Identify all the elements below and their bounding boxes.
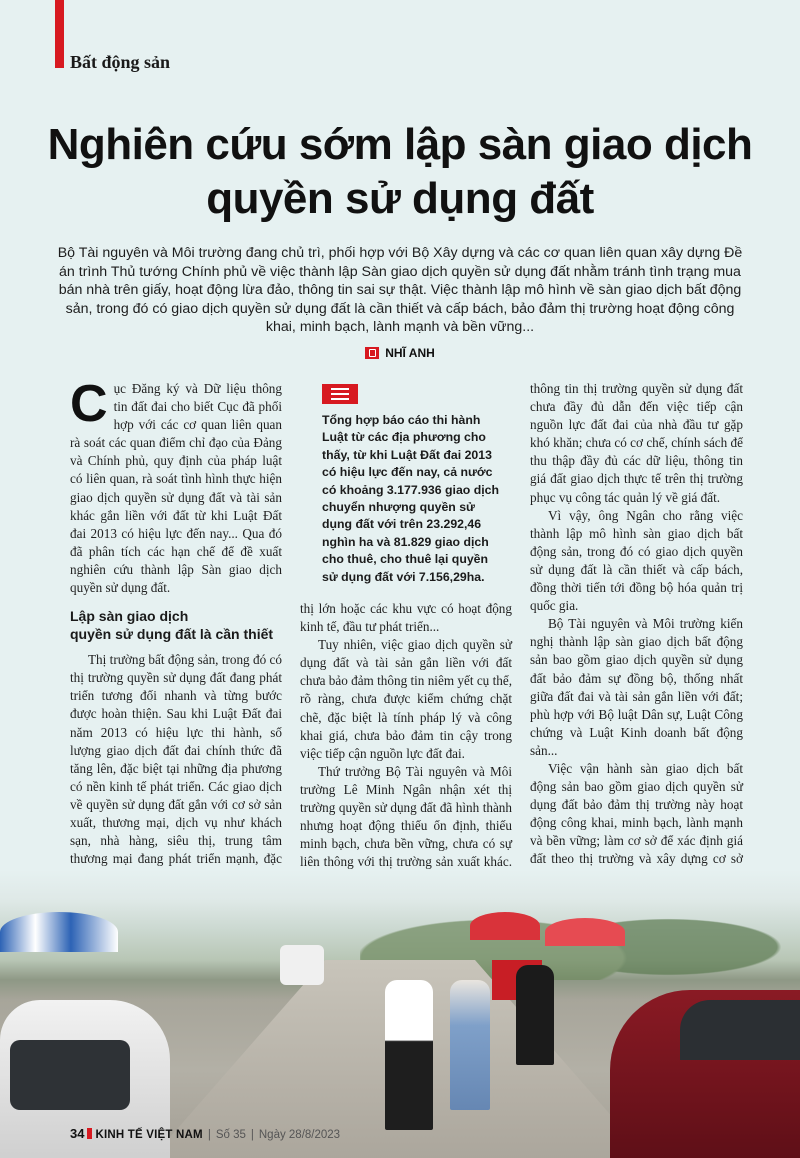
person: [450, 980, 490, 1110]
pull-quote: Tổng hợp báo cáo thi hành Luật từ các địa phương cho thấy, từ khi Luật Đất đai 2013 có hiệu lực đến nay, cả nước có khoảng 3.177.936 giao dịch chuyển nhượng quyền sử dụng đất với trên 23.292,46 nghìn ha và 81.829 giao dịch cho thuê, cho thuê lại quyền sử dụng đất với 7.156,29ha.: [322, 413, 500, 584]
brand-mark: [87, 1128, 92, 1139]
umbrella: [545, 918, 625, 946]
author-name: NHĨ ANH: [385, 346, 435, 360]
subheading-line-2: quyền sử dụng đất là cần thiết: [70, 626, 274, 643]
car-window: [10, 1040, 130, 1110]
umbrella: [470, 912, 540, 940]
page-footer: 34 KINH TẾ VIỆT NAM | Số 35 | Ngày 28/8/2023: [70, 1126, 341, 1141]
issue-date: Ngày 28/8/2023: [258, 1129, 341, 1141]
paragraph: Vì vậy, ông Ngân cho rằng việc thành lập mô hình sàn giao dịch bất động sản, trong đó có giao dịch quyền sử dụng đất là cần thiết và cấp bách, đồng thời tiến tới đồng bộ hóa quản trị quốc gia.: [530, 507, 743, 614]
paragraph: thị lớn hoặc các khu vực có hoạt động kinh tế, đầu tư phát triển...: [300, 601, 512, 635]
column-2: [300, 600, 512, 890]
issue-number: Số 35: [215, 1129, 246, 1141]
paragraph: Bộ Tài nguyên và Môi trường kiến nghị thành lập sàn giao dịch bất động sản bao gồm giao dịch quyền sử dụng đất bảo đảm sự đồng bộ, thống nhất giữa đất đai và tài sản gắn liền với đất; phù hợp với Bộ luật Dân sự, Luật Công chứng và Luật Kinh doanh bất động sản...: [530, 616, 743, 758]
title-line-1: Nghiên cứu sớm lập sàn giao dịch: [47, 120, 753, 169]
title-line-2: quyền sử dụng đất: [206, 174, 594, 223]
page-number: 34: [70, 1126, 85, 1141]
person: [516, 965, 554, 1065]
quote-icon: [322, 384, 358, 404]
drop-cap: C: [70, 375, 108, 433]
umbrella: [0, 912, 118, 952]
paragraph: thông tin thị trường quyền sử dụng đất chưa đầy đủ dẫn đến việc tiếp cận nguồn lực đất đai của nhà đầu tư gặp khó khăn; chưa có cơ chế, chính sách để thu thập đầy đủ các dữ liệu, thông tin giá đất giao dịch thực tế trên thị trường phục vụ công tác quản lý về giá đất.: [530, 381, 743, 505]
column-1: [70, 375, 282, 904]
author-byline: [0, 346, 800, 360]
publication-name: KINH TẾ VIỆT NAM: [95, 1129, 203, 1141]
article-title: [40, 118, 760, 226]
subheading-line-1: Lập sàn giao dịch: [70, 608, 189, 625]
car-window: [680, 1000, 800, 1060]
article-photo: [0, 870, 800, 1158]
pen-icon: [365, 347, 379, 359]
paragraph: Thị trường bất động sản, trong đó có thị trường quyền sử dụng đất đang phát triển tương đối nhanh và từng bước được hoàn thiện. Sau khi Luật Đất đai năm 2013 có hiệu lực thi hành, số lượng giao dịch đất đai chính thức đã tăng lên, đặc biệt tại những địa phương có nền kinh tế phát triển. Các giao dịch về quyền sử dụng đất gắn với cơ sở sản xuất, thương mại, dịch vụ như khách sạn, nhà hàng, siêu thị, trung tâm thương mại đang phát triển mạnh, đặc: [70, 652, 282, 867]
paragraph: Tuy nhiên, việc giao dịch quyền sử dụng đất và tài sản gắn liền với đất chưa bảo đảm thông tin niêm yết cụ thể, rõ ràng, chưa được kiểm chứng chặt chẽ, đặc biệt là tính pháp lý và công khai giá, chưa bảo đảm tin cậy trong việc tiếp cận nguồn lực đất đai.: [300, 637, 512, 761]
paragraph: Thứ trưởng Bộ Tài nguyên và Môi trường Lê Minh Ngân nhận xét thị trường quyền sử dụng đất đã hình thành nhưng hoạt động thiếu ổn định, thiếu minh bạch, chưa bền vững, chưa có sự liên thông với thị trường sản xuất khác.: [300, 763, 512, 870]
car: [280, 945, 324, 985]
article-lead: Bộ Tài nguyên và Môi trường đang chủ trì, phối hợp với Bộ Xây dựng và các cơ quan liên quan xây dựng Đề án trình Thủ tướng Chính phủ về việc thành lập Sàn giao dịch quyền sử dụng đất nhằm tránh tình trạng mua bán nhà trên giấy, hoạt động lừa đảo, thông tin sai sự thật. Việc thành lập mô hình về sàn giao dịch bất động sản, trong đó có giao dịch quyền sử dụng đất là cần thiết và cấp bách, bảo đảm thị trường hoạt động công khai, minh bạch, lành mạnh và bền vững...: [57, 245, 743, 336]
section-accent-bar: [55, 0, 64, 68]
subheading: [70, 607, 282, 643]
person: [385, 980, 433, 1130]
paragraph: Việc vận hành sàn giao dịch bất động sản bao gồm giao dịch quyền sử dụng đất bảo đảm thị trường này hoạt động công khai, minh bạch, lành mạnh và bền vững; làm cơ sở để xác định giá đất theo thị trường và xây dựng cơ sở: [530, 760, 743, 867]
paragraph: ục Đăng ký và Dữ liệu thông tin đất đai cho biết Cục đã phối hợp với các cơ quan liên quan rà soát các quan điểm chỉ đạo của Đảng và Chính phủ, quy định của pháp luật có liên quan, rà soát tình hình thực hiện giao dịch quyền sử dụng đất và tài sản khác gắn liền với đất từ khi Luật Đất đai 2013 có hiệu lực đến nay... Qua đó đã phân tích các hạn chế để đề xuất nghiên cứu thành lập Sàn giao dịch quyền sử dụng đất.: [70, 381, 282, 596]
section-label: Bất động sản: [70, 52, 171, 72]
column-3: [530, 380, 743, 887]
